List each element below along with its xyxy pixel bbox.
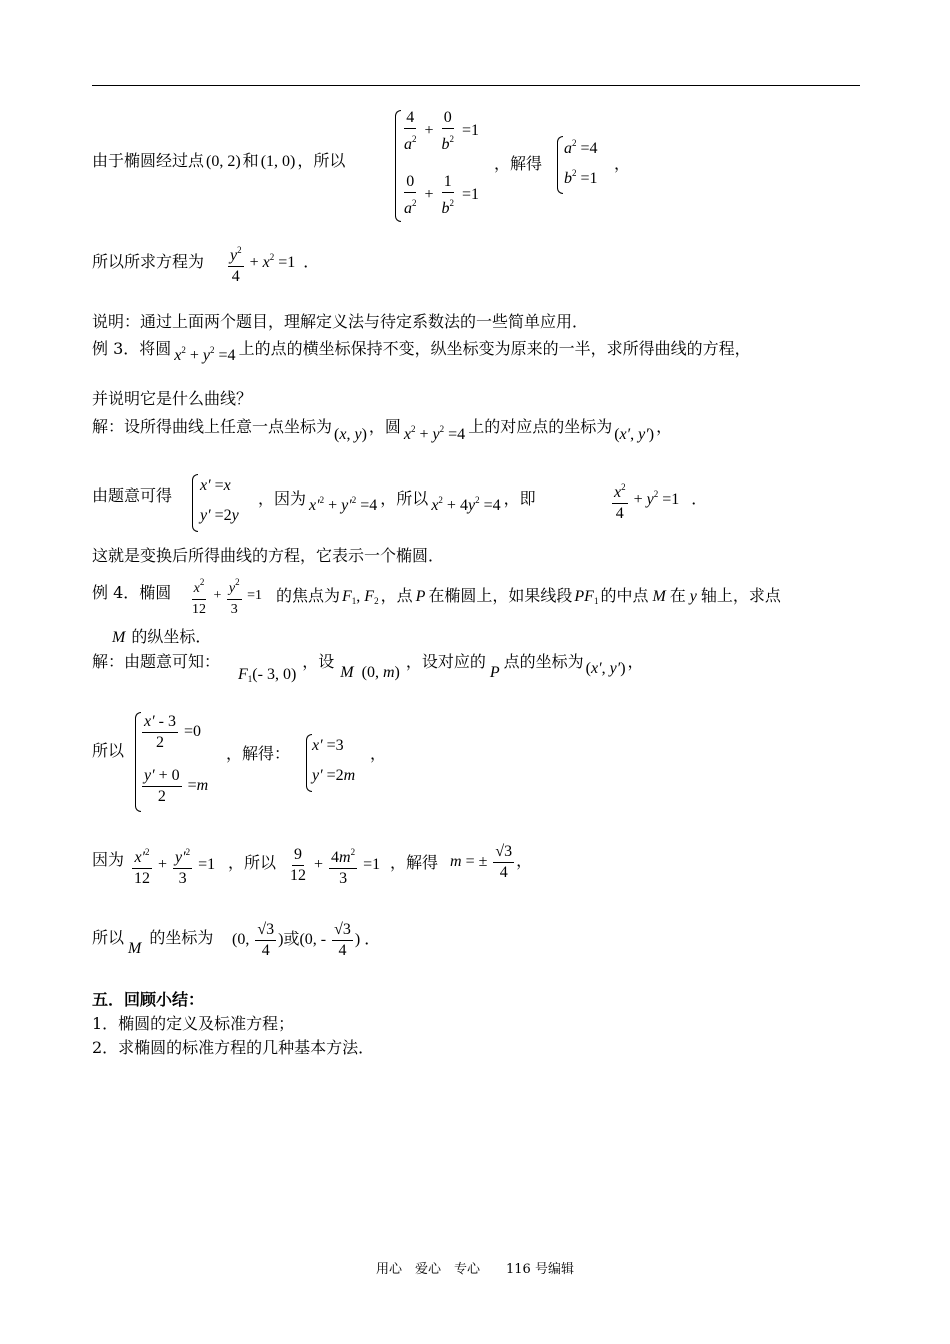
midpoint-row2: $\frac{y' + 0}{2}$ =m — [144, 767, 209, 805]
text-seg: 的中点 — [600, 586, 649, 605]
solution-b2: $b^2 =1$ — [564, 168, 598, 187]
text-seg: 因为 — [92, 850, 125, 869]
substitution-equation: $\frac{x'^2}{12}$ + $\frac{y'^2}{3}$ =1 — [130, 842, 215, 889]
text-seg: 在椭圆上，如果线段 — [428, 586, 573, 605]
text-seg: 所以 — [92, 741, 125, 760]
text-seg: 或 — [283, 929, 300, 949]
text-seg: 上的点的横坐标保持不变，纵坐标变为原来的一半，求所得曲线的方程， — [238, 339, 751, 358]
text-seg: 例 4．椭圆 — [92, 583, 172, 602]
text-seg: ，圆 — [368, 417, 401, 436]
brace-transform — [192, 474, 198, 532]
text-solve: ，解得 — [494, 154, 543, 173]
result-equation: $\frac{y^2}{4}$ + $x^2 =1$ ． — [226, 240, 319, 287]
text-seg: 点的坐标为 — [503, 652, 584, 671]
brace-solution-1 — [557, 136, 563, 194]
text-so-4: ，所以 — [228, 853, 277, 872]
text-seg: 由于椭圆经过点 — [92, 151, 205, 170]
line-ellipse-points: 由于椭圆经过点 (0, 2) 和 (1, 0) ，所以 — [92, 151, 346, 170]
text-seg: 和 — [242, 151, 259, 170]
line-result-equation — [92, 252, 204, 272]
section-5-title: 五．回顾小结： — [92, 990, 205, 1009]
line-solution-4b — [92, 741, 124, 761]
text-seg: 的坐标为 — [149, 928, 214, 947]
equation-system-row2: $\frac{0}{a^2}$ + $\frac{1}{b^2}$ =1 — [404, 173, 480, 217]
solution-a2: $a^2 =4$ — [564, 138, 598, 157]
solution-m: m = ± $\frac{√3}{4}$ ， — [450, 843, 533, 881]
line-solution-4: 解：由题意可知：$F_1(-$ 3, 0)，设M (0, m)，设对应的P点的坐标为 (x′, y′) ， — [92, 652, 644, 684]
final-equation-3: $\frac{x^2}{4}$ + $y^2 =1$ ． — [610, 477, 707, 524]
text-seg: 的纵坐标． — [131, 627, 212, 646]
coordinate-answer: (0, $\frac{√3}{4}$ )或(0, - $\frac{√3}{4}$ ) ． — [232, 921, 381, 959]
header-rule — [92, 85, 860, 86]
text-seg: ， — [627, 652, 644, 671]
text-comma: ， — [370, 744, 387, 763]
text-seg: 的焦点为 — [276, 586, 341, 605]
text-seg: 例 3．将圆 — [92, 339, 172, 358]
text-seg: ， — [656, 417, 673, 436]
solution-x: x′ =3 — [312, 737, 344, 754]
ellipse-equation-4: $\frac{x^2}{12}$ + $\frac{y^2}{3}$ =1 — [188, 572, 262, 620]
line-solution-3c: 这就是变换后所得曲线的方程，它表示一个椭圆． — [92, 546, 445, 565]
text-seg: 在 — [669, 586, 686, 605]
page-footer: 用心 爱心 专心 116 号编辑 — [376, 1262, 574, 1277]
text-comma: ， — [614, 154, 631, 173]
text-seg: 解：由题意可知： — [92, 652, 221, 671]
summary-item-2: 2．求椭圆的标准方程的几种基本方法． — [92, 1038, 375, 1057]
line-solution-3: 解：设所得曲线上任意一点坐标为 (x, y) ，圆 $x^2 + y^2 =4$ 上的对应点的坐标为 (x′, y′) ， — [92, 417, 673, 443]
line-example-3: 例 3．将圆 $x^2 + y^2 =4$ 上的点的横坐标保持不变，纵坐标变为原来的一半，求所得曲线的方程， — [92, 339, 751, 364]
solution-y: y′ =2m — [312, 767, 356, 784]
equation-system-row1: $\frac{4}{a^2}$ + $\frac{0}{b^2}$ =1 — [404, 109, 480, 153]
text-seg: 上的对应点的坐标为 — [468, 417, 613, 436]
text-seg: ，设 — [302, 652, 335, 671]
text-seg: ，所以 — [380, 489, 429, 508]
line-example-4-rest: 的焦点为 $F_1$, $F_2$ ，点 P 在椭圆上，如果线段 $PF_1$ 的中点 M 在 y 轴上，求点 — [276, 586, 781, 606]
text-seg: 轴上，求点 — [700, 586, 781, 605]
transform-row2: y′ =2y — [200, 507, 239, 524]
substituted-equation: $\frac{9}{12}$ + $\frac{4m^2}{3}$ =1 — [286, 842, 380, 889]
line-solution-4d: 所以M的坐标为 — [92, 928, 214, 957]
text-solve-m: ，解得 — [390, 853, 439, 872]
text-seg: ，即 — [503, 489, 536, 508]
text-seg: 由题意可得 — [92, 486, 173, 505]
text-seg: ，设对应的 — [405, 652, 486, 671]
text-because: ，因为 $x'^2 + y'^2 =4$ ，所以 $x^2 + 4y^2 =4$ ，即 — [258, 489, 536, 514]
line-explanation: 说明：通过上面两个题目，理解定义法与待定系数法的一些简单应用． — [92, 312, 589, 331]
transform-row1: x′ =x — [200, 477, 231, 494]
line-example-4 — [92, 583, 171, 603]
line-example-4-cont: M 的纵坐标． — [112, 627, 212, 646]
text-seg: 所以 — [92, 928, 125, 947]
line-example-3-cont: 并说明它是什么曲线？ — [92, 389, 253, 408]
text-seg: ，点 — [380, 586, 413, 605]
midpoint-row1: $\frac{x' - 3}{2}$ =0 — [144, 713, 201, 751]
text-seg: ，所以 — [297, 151, 346, 170]
text-seg: 所以所求方程为 — [92, 252, 205, 271]
text-seg: 解：设所得曲线上任意一点坐标为 — [92, 417, 333, 436]
line-solution-4c — [92, 850, 124, 870]
text-solve-4: ，解得： — [226, 744, 291, 763]
line-solution-3b — [92, 486, 172, 506]
summary-item-1: 1．椭圆的定义及标准方程； — [92, 1014, 295, 1033]
text-seg: ，因为 — [258, 489, 307, 508]
